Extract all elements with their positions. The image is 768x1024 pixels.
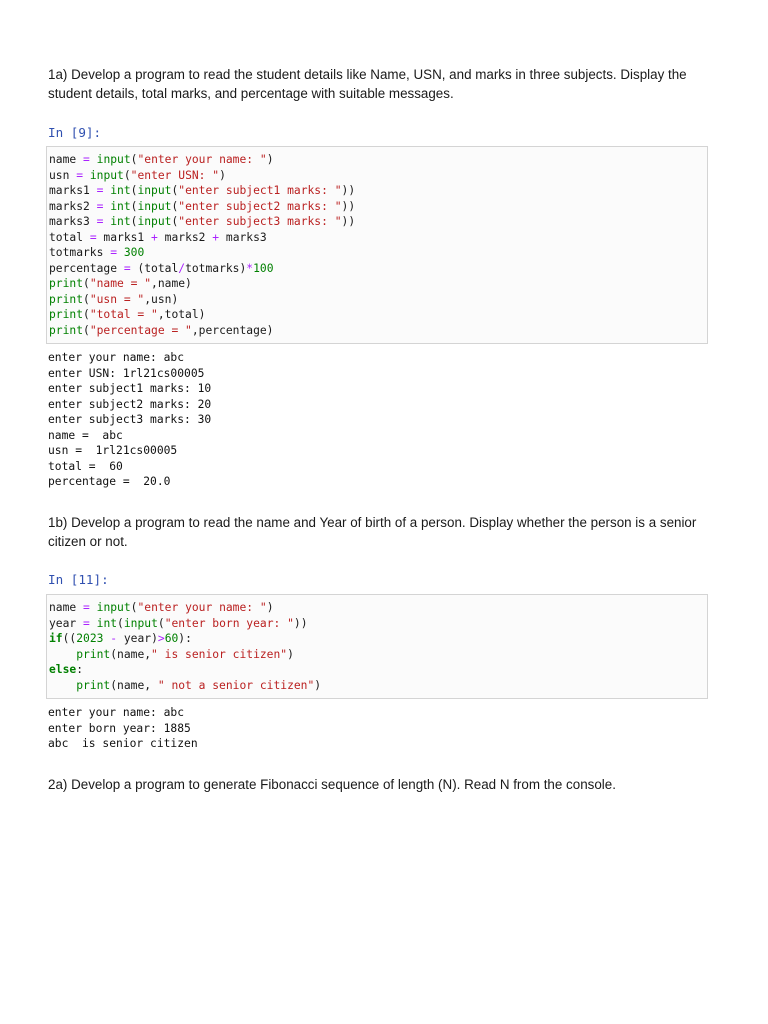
code-line: marks3 = int(input("enter subject3 marks: ")) [49, 215, 356, 228]
code-line: print("name = ",name) [49, 277, 192, 290]
output-cell-1a [48, 350, 211, 490]
code-line: percentage = (total/totmarks)*100 [49, 261, 274, 275]
output-cell-1b [48, 705, 198, 752]
code-block-1a [49, 152, 705, 338]
question-2a-text: 2a) Develop a program to generate Fibonacci sequence of length (N). Read N from the console. [48, 777, 616, 792]
code-line: print(name," is senior citizen") [76, 647, 294, 661]
code-line: print("usn = ",usn) [49, 292, 179, 306]
question-1b-text: 1b) Develop a program to read the name and Year of birth of a person. Display whether the person is a senior citizen or not. [48, 515, 697, 549]
code-line: if((2023 - year)>60): [49, 632, 192, 645]
output-text-1a: enter your name: abc enter USN: 1rl21cs00005 enter subject1 marks: 10 enter subject2 marks: 20 enter subject3 marks: 30 name = abc usn = 1rl21cs00005 total = 60 percentage = 20.0 [48, 351, 212, 488]
code-line: marks1 = int(input("enter subject1 marks: ")) [49, 184, 356, 197]
question-1a-text: 1a) Develop a program to read the student details like Name, USN, and marks in three subjects. Display the student details, total marks, and percentage with suitable messages. [48, 67, 687, 101]
code-line: print("percentage = ",percentage) [49, 323, 274, 337]
code-cell-1a[interactable] [46, 146, 708, 344]
cell-prompt-1b: In [11]: [48, 572, 109, 587]
code-block-1b [49, 600, 705, 693]
code-line: total = marks1 + marks2 + marks3 [49, 230, 267, 244]
cell-prompt-1a: In [9]: [48, 125, 102, 140]
code-line: name = input("enter your name: ") [49, 153, 274, 166]
code-line: else: [49, 663, 84, 676]
code-line: totmarks = 300 [49, 246, 145, 259]
code-line: marks2 = int(input("enter subject2 marks: ")) [49, 199, 356, 213]
code-line: usn = input("enter USN: ") [49, 168, 226, 182]
code-line: year = int(input("enter born year: ")) [49, 616, 308, 630]
output-text-1b: enter your name: abc enter born year: 1885 abc is senior citizen [48, 706, 198, 750]
code-line: print(name, " not a senior citizen") [76, 678, 322, 692]
code-line: name = input("enter your name: ") [49, 601, 274, 614]
code-line: print("total = ",total) [49, 308, 206, 321]
code-cell-1b[interactable] [46, 594, 708, 699]
